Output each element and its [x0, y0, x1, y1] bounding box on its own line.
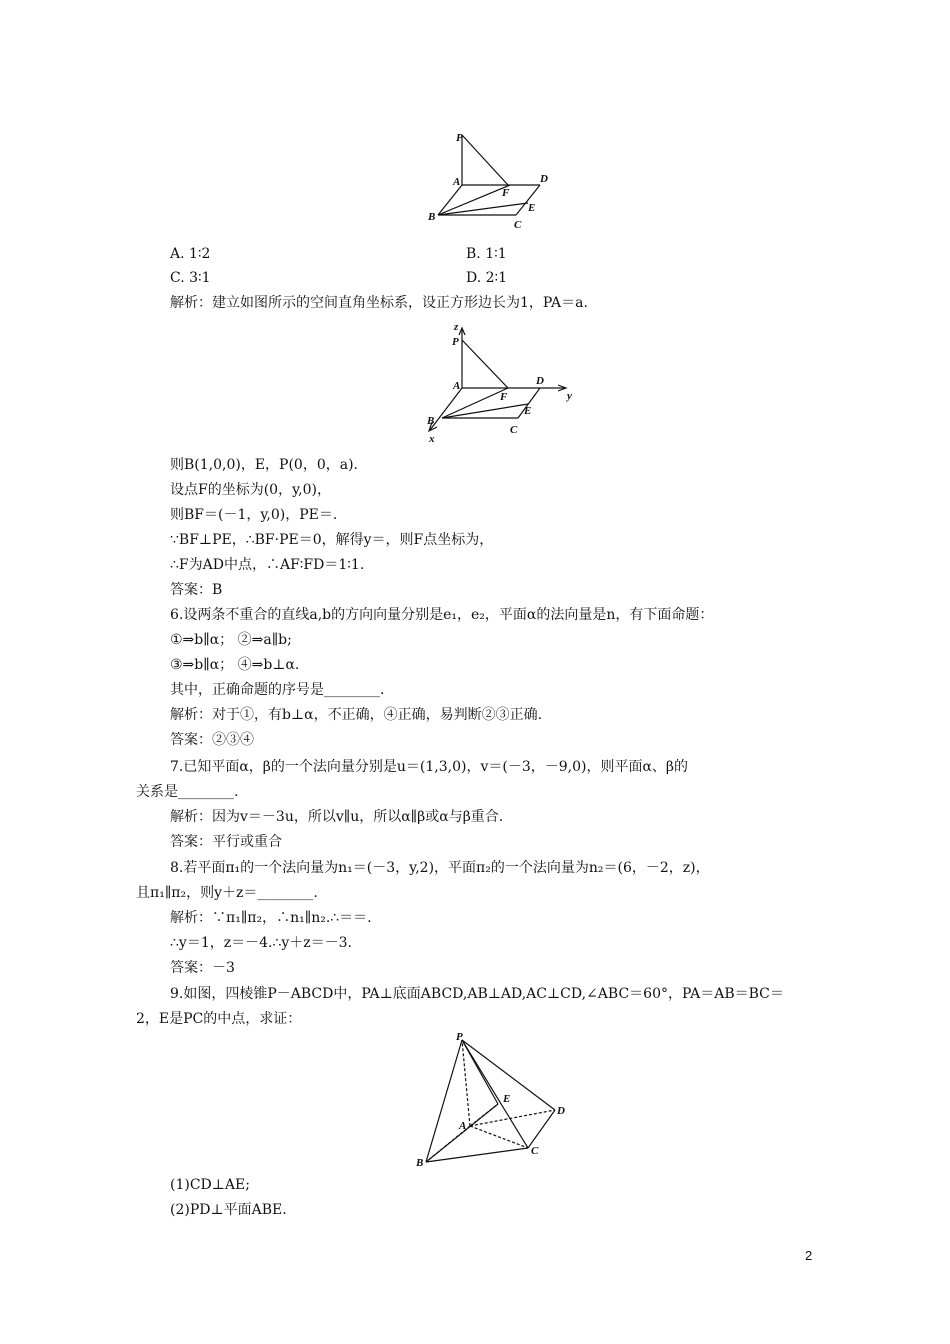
label-y: y: [567, 390, 572, 402]
question-8-line: 且π₁∥π₂，则y＋z＝________.: [136, 885, 318, 901]
question-7: 7.已知平面α，β的一个法向量分别是u＝(1,3,0)，v＝(－3，－9,0)，则平面α、β的: [170, 759, 689, 775]
label-B: B: [428, 211, 436, 223]
page-number: 2: [805, 1248, 813, 1263]
question-9: 9.如图，四棱锥P－ABCD中，PA⊥底面ABCD,AB⊥AD,AC⊥CD,∠ABC＝60°，PA＝AB＝BC＝: [170, 986, 784, 1002]
question-6-line: ①⇒b∥α； ②⇒a∥b;: [170, 632, 292, 648]
label-C: C: [510, 424, 518, 436]
label-x: x: [429, 433, 435, 445]
answer-8: 答案：－3: [170, 960, 235, 976]
label-P: P: [456, 132, 463, 144]
option-b: B. 1∶1: [466, 246, 507, 262]
question-6-line: 其中，正确命题的序号是________.: [170, 682, 385, 698]
question-6-line: ③⇒b∥α； ④⇒b⊥α.: [170, 657, 300, 673]
option-a: A. 1∶2: [170, 246, 211, 262]
label-C: C: [531, 1145, 539, 1157]
answer-7: 答案：平行或重合: [170, 834, 282, 850]
question-9-line: 2，E是PC的中点，求证：: [136, 1011, 302, 1027]
answer-5: 答案：B: [170, 582, 223, 598]
solution-5-line: 设点F的坐标为(0，y,0)，: [170, 482, 331, 498]
label-B: B: [427, 415, 435, 427]
option-c: C. 3∶1: [170, 270, 211, 286]
label-D: D: [536, 375, 544, 387]
question-9-part-2: (2)PD⊥平面ABE.: [170, 1202, 287, 1218]
solution-5-analysis: 解析：建立如图所示的空间直角坐标系，设正方形边长为1，PA＝a.: [170, 295, 588, 311]
question-8: 8.若平面π₁的一个法向量为n₁＝(－3，y,2)，平面π₂的一个法向量为n₂＝(6，－2，z)，: [170, 860, 710, 876]
solution-5-line: 则BF＝(－1，y,0)，PE＝.: [170, 507, 338, 523]
solution-8: 解析：∵π₁∥π₂，∴n₁∥n₂.∴＝＝.: [170, 910, 372, 926]
figure-coordinate-system: [420, 318, 580, 448]
label-E: E: [524, 405, 532, 417]
label-E: E: [503, 1093, 511, 1105]
label-P: P: [456, 1031, 463, 1043]
label-F: F: [502, 187, 510, 199]
label-A: A: [459, 1120, 467, 1132]
label-z: z: [454, 321, 459, 333]
label-F: F: [500, 391, 508, 403]
label-C: C: [514, 219, 522, 231]
label-P: P: [452, 336, 459, 348]
solution-8-line: ∴y＝1，z＝－4.∴y＋z＝－3.: [170, 935, 353, 951]
question-9-part-1: (1)CD⊥AE;: [170, 1177, 250, 1193]
figure-pyramid-pabcd: [410, 1030, 580, 1170]
solution-5-line: ∵BF⊥PE，∴BF·PE＝0，解得y＝，则F点坐标为，: [170, 532, 494, 548]
solution-7: 解析：因为v＝－3u，所以v∥u，所以α∥β或α与β重合.: [170, 809, 504, 825]
label-E: E: [528, 202, 536, 214]
option-d: D. 2∶1: [466, 270, 508, 286]
label-D: D: [540, 173, 548, 185]
question-7-line: 关系是________.: [136, 784, 239, 800]
label-D: D: [557, 1105, 565, 1117]
label-A: A: [453, 176, 461, 188]
solution-6: 解析：对于①，有b⊥α，不正确，④正确，易判断②③正确.: [170, 707, 543, 723]
answer-6: 答案：②③④: [170, 732, 254, 748]
question-6: 6.设两条不重合的直线a,b的方向向量分别是e₁，e₂，平面α的法向量是n，有下面命题：: [170, 607, 714, 623]
solution-5-line: ∴F为AD中点，∴AF∶FD＝1∶1.: [170, 557, 365, 573]
label-A: A: [453, 380, 461, 392]
solution-5-line: 则B(1,0,0)，E，P(0，0，a).: [170, 457, 359, 473]
figure-pyramid-1: [420, 125, 560, 235]
label-B: B: [416, 1157, 424, 1169]
